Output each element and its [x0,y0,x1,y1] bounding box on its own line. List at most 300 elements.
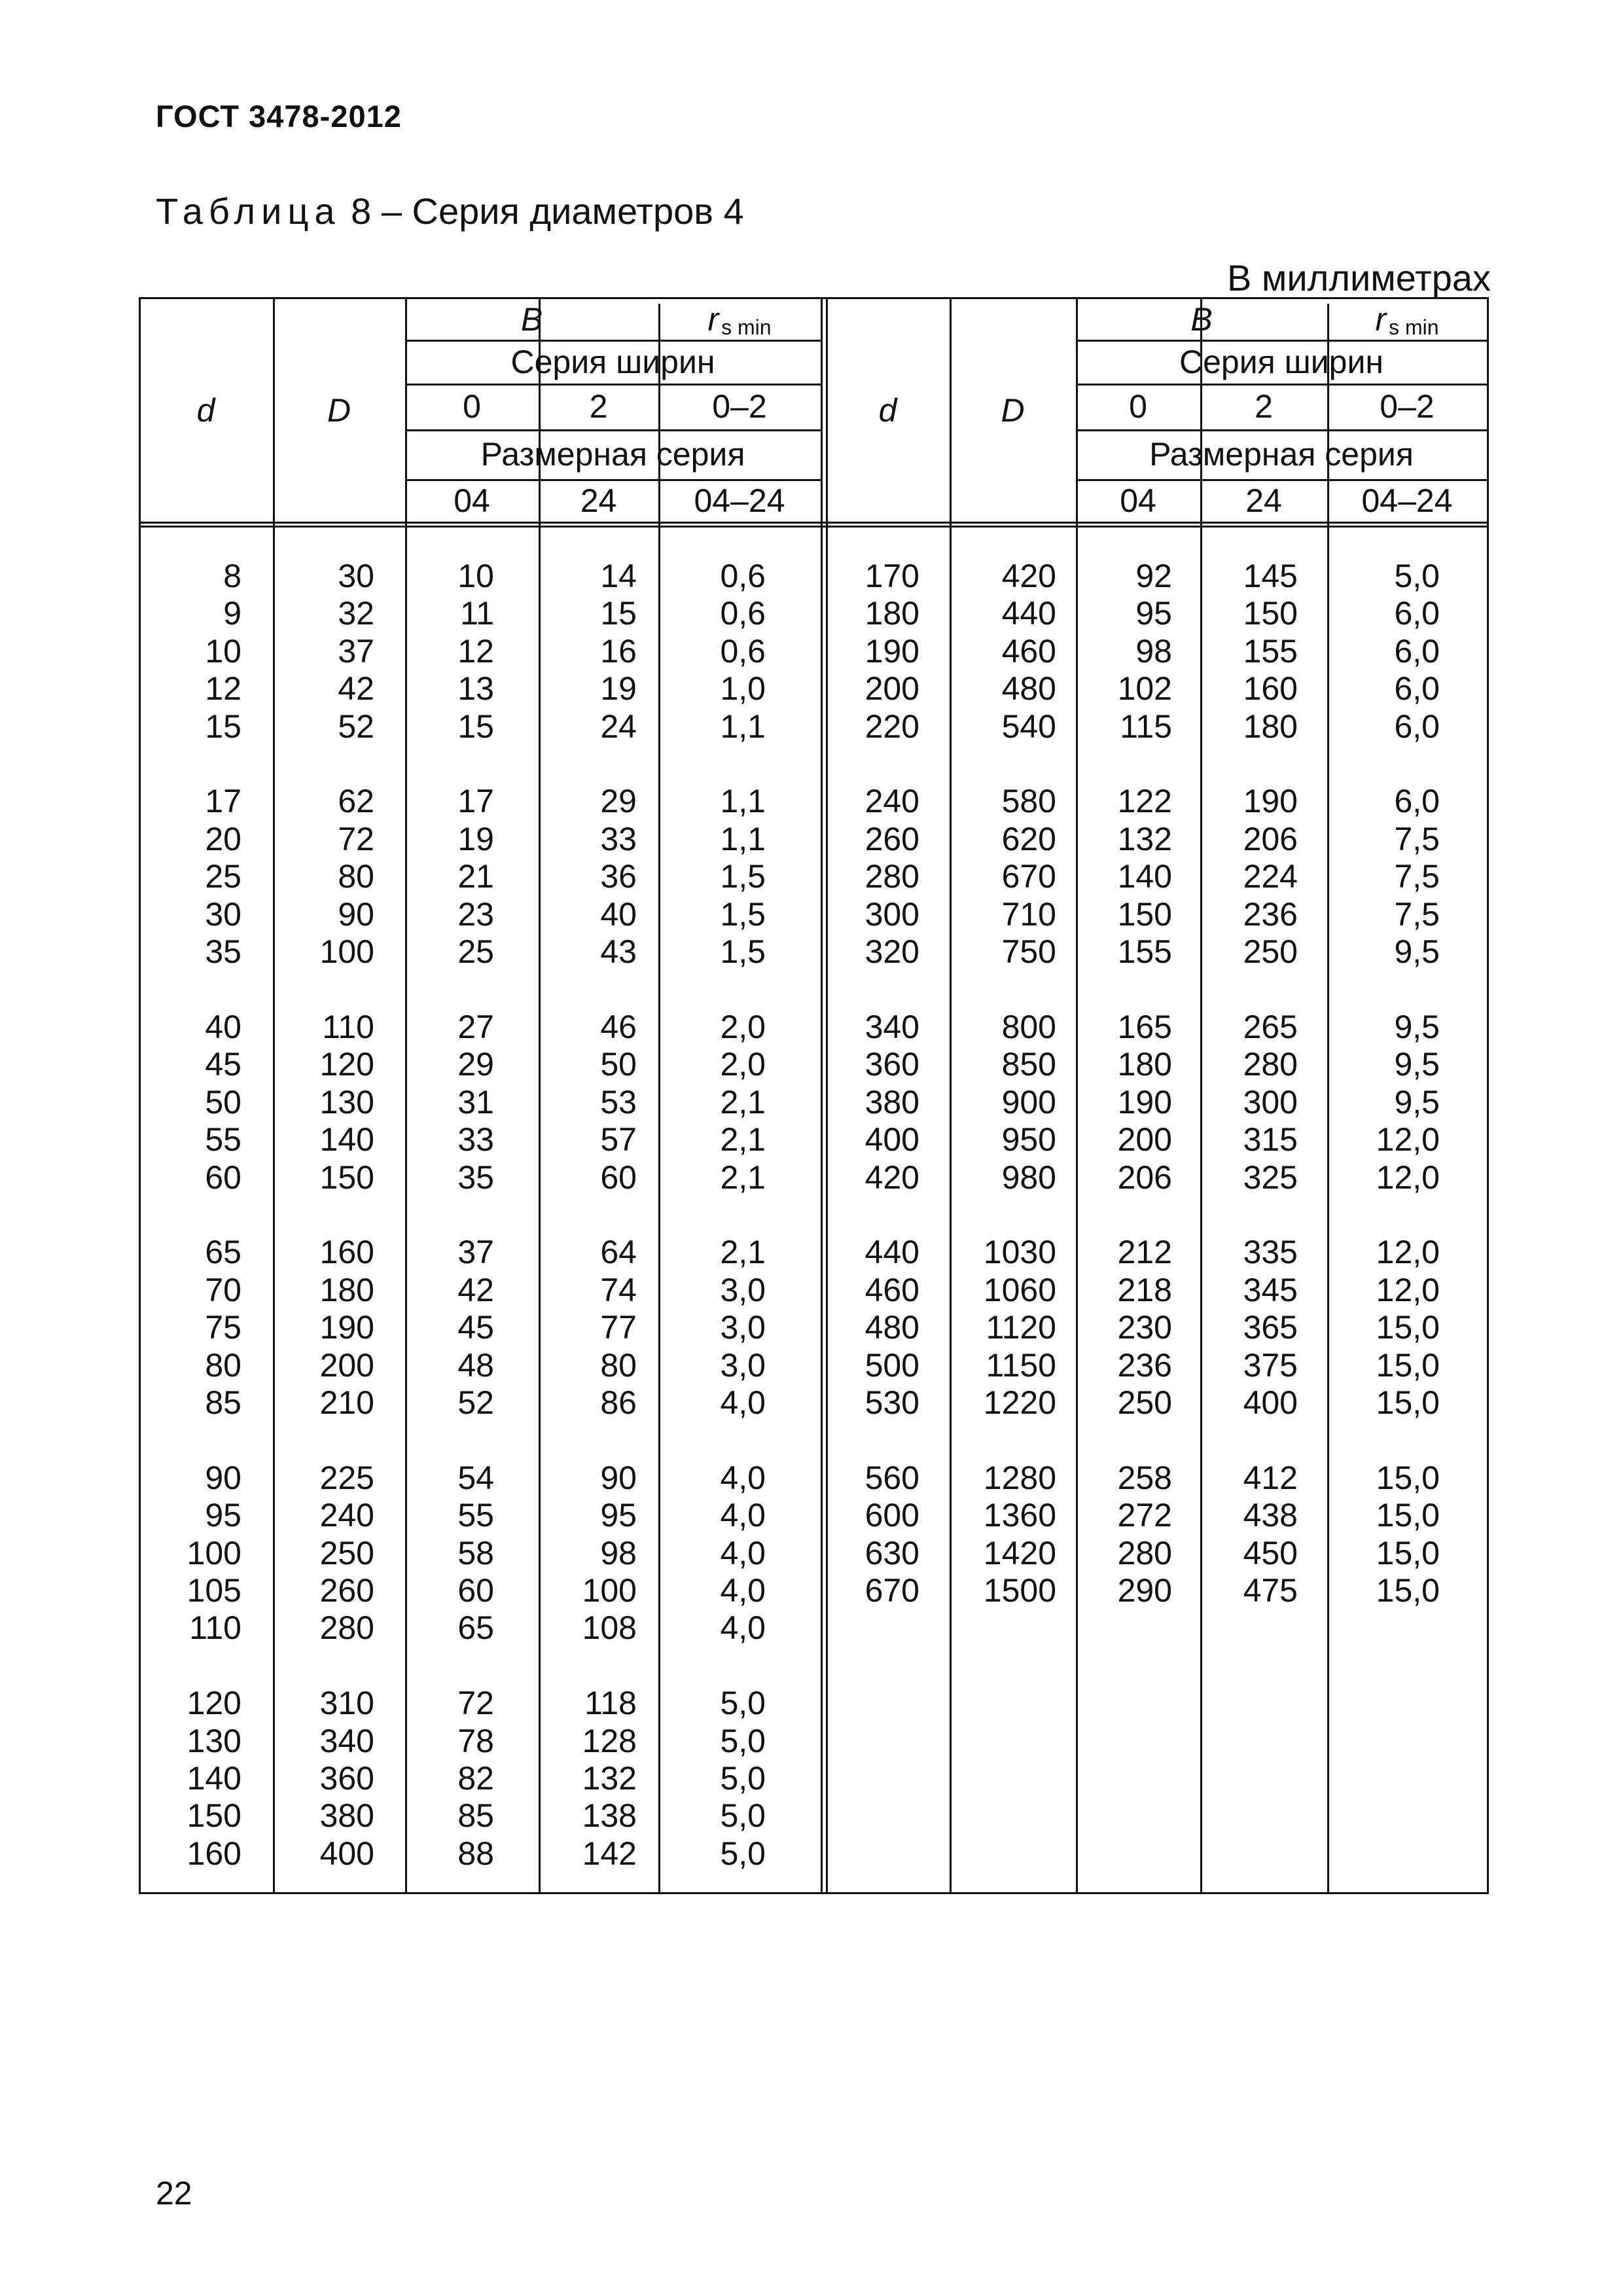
table-cell: 15 [457,708,494,745]
table-cell [826,745,919,783]
table-cell: 1,1 [720,820,766,857]
table-cell [1327,745,1440,783]
table-cell: 2,1 [720,1121,766,1158]
table-cell: 560 [865,1459,919,1496]
table-cell: 15,0 [1376,1497,1440,1534]
table-cell: 10 [457,558,494,594]
table-cell: 225 [319,1459,374,1496]
table-cell: 15,0 [1376,1346,1440,1384]
table-cell: 16 [600,632,637,670]
table-cell [273,971,374,1008]
table-cell: 150 [319,1158,374,1196]
table-cell: 130 [187,1722,241,1759]
table-cell: 7,5 [1394,858,1440,895]
table-cell: 52 [338,708,374,745]
table-cell: 5,0 [720,1722,766,1759]
header-width-series: Серия ширин [510,343,715,380]
table-cell [1327,971,1440,1008]
table-cell: 132 [1117,820,1172,857]
table-cell: 30 [338,558,374,594]
table-cell: 80 [205,1346,241,1384]
table-cell: 980 [1001,1158,1056,1196]
table-cell [139,745,241,783]
table-cell [1200,971,1298,1008]
table-cell: 35 [205,933,241,971]
table-cell: 460 [1001,632,1056,670]
table-cell: 6,0 [1394,595,1440,632]
header-r-subscript: s min [1389,315,1439,339]
table-cell: 280 [1117,1534,1172,1571]
table-cell: 272 [1117,1497,1172,1534]
table-cell: 475 [1243,1571,1298,1609]
table-cell: 1,0 [720,670,766,708]
table-cell: 340 [319,1722,374,1759]
header-r-right [1327,299,1487,340]
header-dim-04-right: 04 [1120,482,1156,519]
table-cell: 710 [1001,895,1056,933]
table-cell: 13 [457,670,494,708]
table-cell: 19 [457,820,494,857]
table-cell: 9,5 [1394,933,1440,971]
table-cell: 300 [1243,1083,1298,1121]
table-cell: 530 [865,1384,919,1421]
table-cell: 54 [457,1459,494,1496]
table-cell: 130 [319,1083,374,1121]
table-cell [1200,745,1298,783]
table-cell: 15,0 [1376,1459,1440,1496]
table-rule [139,522,1489,524]
table-cell: 15 [600,595,637,632]
table-cell: 420 [1001,558,1056,594]
table-cell: 17 [205,783,241,820]
table-cell: 55 [457,1497,494,1534]
table-cell: 1,5 [720,933,766,971]
header-dim-04-24: 04–24 [694,482,785,519]
table-cell: 98 [600,1534,637,1571]
table-cell: 1,1 [720,708,766,745]
table-cell: 1,1 [720,783,766,820]
column-D [273,558,374,1873]
table-cell: 900 [1001,1083,1056,1121]
table-cell: 122 [1117,783,1172,820]
table-cell: 36 [600,858,637,895]
table-cell: 15,0 [1376,1534,1440,1571]
table-cell: 86 [600,1384,637,1421]
table-caption [156,190,744,232]
table-cell: 120 [187,1685,241,1722]
table-cell: 750 [1001,933,1056,971]
table-cell: 19 [600,670,637,708]
table-cell [273,1196,374,1234]
table-cell: 118 [584,1685,637,1722]
table-cell: 230 [1117,1309,1172,1346]
table-cell: 92 [1135,558,1172,594]
table-cell [1200,1422,1298,1459]
table-cell: 15,0 [1376,1309,1440,1346]
table-cell: 335 [1243,1234,1298,1271]
table-cell: 440 [1001,595,1056,632]
table-cell: 460 [865,1271,919,1308]
table-cell: 280 [1243,1046,1298,1083]
table-cell: 12,0 [1376,1121,1440,1158]
table-cell [273,745,374,783]
table-cell: 60 [457,1571,494,1609]
table-cell: 155 [1243,632,1298,670]
table-cell: 400 [319,1835,374,1872]
column-d-right [826,558,919,1609]
table-cell: 23 [457,895,494,933]
table-cell: 400 [1243,1384,1298,1421]
table-cell: 850 [1001,1046,1056,1083]
table-cell: 0,6 [720,595,766,632]
table-cell: 74 [600,1271,637,1308]
table-cell: 1120 [986,1309,1056,1346]
table-cell: 2,0 [720,1008,766,1045]
table-cell: 315 [1243,1121,1298,1158]
table-cell [139,1422,241,1459]
table-cell: 62 [338,783,374,820]
table-cell: 450 [1243,1534,1298,1571]
table-cell: 7,5 [1394,820,1440,857]
table-cell: 260 [865,820,919,857]
column-B-04 [405,558,494,1873]
table-cell: 17 [457,783,494,820]
table-cell: 1500 [983,1571,1056,1609]
header-r-subscript: s min [721,315,772,339]
table-cell: 145 [1243,558,1298,594]
table-cell: 42 [338,670,374,708]
table-cell: 15,0 [1376,1571,1440,1609]
table-cell: 4,0 [720,1384,766,1421]
table-cell: 40 [205,1008,241,1045]
table-cell: 380 [865,1083,919,1121]
table-cell: 15,0 [1376,1384,1440,1421]
table-cell: 7,5 [1394,895,1440,933]
table-cell: 360 [865,1046,919,1083]
table-cell: 1,5 [720,895,766,933]
table-cell: 14 [600,558,637,594]
table-cell: 33 [600,820,637,857]
table-cell: 480 [1001,670,1056,708]
table-cell: 345 [1243,1271,1298,1308]
table-cell: 12,0 [1376,1271,1440,1308]
table-rule [139,526,1489,528]
table-cell: 11 [460,595,494,632]
table-cell [826,971,919,1008]
table-cell: 165 [1117,1008,1172,1045]
table-cell: 6,0 [1394,632,1440,670]
table-cell: 412 [1243,1459,1298,1496]
header-dimension-series: Размерная серия [480,436,745,473]
table-cell: 60 [600,1158,637,1196]
table-rule [821,297,823,1894]
table-cell [405,1422,494,1459]
standard-code: ГОСТ 3478-2012 [156,99,402,134]
column-B-24-right [1200,558,1298,1609]
table-cell [539,971,637,1008]
table-cell: 90 [338,895,374,933]
table-cell: 45 [205,1046,241,1083]
table-cell: 190 [1117,1083,1172,1121]
table-cell [1076,1422,1172,1459]
table-cell: 375 [1243,1346,1298,1384]
table-cell: 37 [457,1234,494,1271]
table-cell: 1280 [983,1459,1056,1496]
header-d: d [196,392,215,429]
table-cell: 2,1 [720,1083,766,1121]
table-cell: 140 [319,1121,374,1158]
table-cell: 100 [582,1571,637,1609]
table-cell [950,1422,1056,1459]
table-cell: 1,5 [720,858,766,895]
table-cell: 88 [457,1835,494,1872]
table-cell [826,1196,919,1234]
table-cell: 12 [205,670,241,708]
table-cell: 180 [865,595,919,632]
table-cell: 258 [1117,1459,1172,1496]
table-cell: 0,6 [720,632,766,670]
header-d-right: d [878,392,897,429]
table-cell: 240 [319,1497,374,1534]
table-cell [658,1196,766,1234]
column-r [658,558,766,1873]
table-cell: 27 [457,1008,494,1045]
table-cell: 200 [319,1346,374,1384]
table-cell: 142 [582,1835,637,1872]
header-width-series-right: Серия ширин [1179,343,1383,380]
header-D-right: D [1001,392,1025,429]
table-cell: 12,0 [1376,1158,1440,1196]
table-cell: 30 [205,895,241,933]
table-cell: 100 [187,1534,241,1571]
table-cell: 90 [205,1459,241,1496]
table-cell: 6,0 [1394,670,1440,708]
table-cell: 55 [205,1121,241,1158]
table-cell: 9,5 [1394,1046,1440,1083]
table-cell: 2,1 [720,1158,766,1196]
table-cell: 5,0 [720,1797,766,1835]
table-cell: 52 [457,1384,494,1421]
table-cell: 212 [1117,1234,1172,1271]
table-cell: 218 [1117,1271,1172,1308]
table-cell: 128 [582,1722,637,1759]
table-cell: 1220 [983,1384,1056,1421]
table-cell: 25 [457,933,494,971]
header-width-0-2: 0–2 [712,388,767,425]
header-dim-24-right: 24 [1245,482,1282,519]
table-cell [405,1647,494,1685]
table-cell: 50 [205,1083,241,1121]
table-cell: 220 [865,708,919,745]
table-cell: 280 [865,858,919,895]
header-width-2: 2 [589,388,608,425]
table-cell [826,1422,919,1459]
table-cell: 9 [223,595,241,632]
table-cell: 190 [319,1309,374,1346]
table-cell: 29 [457,1046,494,1083]
table-cell: 600 [865,1497,919,1534]
column-r-right [1327,558,1440,1609]
table-cell: 25 [205,858,241,895]
header-r [658,299,821,340]
table-cell [658,745,766,783]
table-cell: 250 [319,1534,374,1571]
header-dim-24: 24 [580,482,617,519]
table-cell: 31 [457,1083,494,1121]
table-cell: 180 [1243,708,1298,745]
table-cell: 58 [457,1534,494,1571]
table-cell: 1030 [983,1234,1056,1271]
header-width-0-2-right: 0–2 [1380,388,1435,425]
table-cell: 950 [1001,1121,1056,1158]
table-cell: 4,0 [720,1497,766,1534]
table-cell: 160 [1243,670,1298,708]
table-cell: 224 [1243,858,1298,895]
table-cell: 4,0 [720,1609,766,1647]
table-cell: 6,0 [1394,783,1440,820]
table-cell: 40 [600,895,637,933]
table-cell: 3,0 [720,1271,766,1308]
table-cell [950,745,1056,783]
table-cell: 365 [1243,1309,1298,1346]
table-cell [950,1196,1056,1234]
table-cell: 64 [600,1234,637,1271]
table-cell: 43 [600,933,637,971]
table-cell: 12,0 [1376,1234,1440,1271]
table-cell: 190 [865,632,919,670]
table-cell: 170 [865,558,919,594]
table-cell: 670 [865,1571,919,1609]
table-cell: 5,0 [1394,558,1440,594]
table-cell: 630 [865,1534,919,1571]
table-cell: 95 [600,1497,637,1534]
table-cell [539,745,637,783]
table-cell: 160 [319,1234,374,1271]
table-cell: 310 [319,1685,374,1722]
table-cell: 360 [319,1760,374,1797]
units-note: В миллиметрах [1226,257,1491,298]
table-cell [139,1196,241,1234]
table-cell: 500 [865,1346,919,1384]
table-cell [950,971,1056,1008]
table-cell: 50 [600,1046,637,1083]
table-cell: 33 [457,1121,494,1158]
table-cell: 140 [1117,858,1172,895]
table-cell: 670 [1001,858,1056,895]
table-cell: 80 [338,858,374,895]
table-cell: 32 [338,595,374,632]
header-width-2-right: 2 [1255,388,1273,425]
table-cell [273,1647,374,1685]
table-cell: 24 [600,708,637,745]
table-cell: 37 [338,632,374,670]
table-cell: 1420 [983,1534,1056,1571]
header-width-0: 0 [463,388,481,425]
table-cell [139,1647,241,1685]
table-cell: 85 [457,1797,494,1835]
table-cell: 240 [865,783,919,820]
table-cell [1327,1196,1440,1234]
table-cell: 206 [1243,820,1298,857]
table-cell [273,1422,374,1459]
table-cell: 1360 [983,1497,1056,1534]
column-D-right [950,558,1056,1609]
table-cell: 290 [1117,1571,1172,1609]
table-cell: 160 [187,1835,241,1872]
table-cell: 1060 [983,1271,1056,1308]
table-cell: 320 [865,933,919,971]
table-cell: 20 [205,820,241,857]
table-cell: 98 [1135,632,1172,670]
table-cell: 82 [457,1760,494,1797]
table-cell: 85 [205,1384,241,1421]
table-cell: 438 [1243,1497,1298,1534]
table-cell: 77 [600,1309,637,1346]
table-cell: 380 [319,1797,374,1835]
table-cell [1327,1422,1440,1459]
table-cell: 120 [319,1046,374,1083]
table-cell [1076,1196,1172,1234]
table-cell [405,971,494,1008]
table-cell [405,745,494,783]
table-cell [1076,745,1172,783]
table-cell: 29 [600,783,637,820]
header-B-right: B [1190,301,1213,338]
table-cell: 800 [1001,1008,1056,1045]
table-cell: 15 [205,708,241,745]
header-width-0-right: 0 [1129,388,1147,425]
table-cell: 72 [338,820,374,857]
header-r-symbol: r [1375,301,1387,338]
table-cell: 100 [319,933,374,971]
table-cell: 78 [457,1722,494,1759]
table-caption-text: 8 – Серия диаметров 4 [351,190,744,232]
table-cell [139,971,241,1008]
table-cell: 440 [865,1234,919,1271]
table-caption-label: Таблица [156,190,341,232]
table-cell: 6,0 [1394,708,1440,745]
table-cell: 280 [319,1609,374,1647]
table-cell: 200 [1117,1121,1172,1158]
table-cell: 110 [322,1008,374,1045]
table-cell: 21 [457,858,494,895]
table-cell: 265 [1243,1008,1298,1045]
table-cell: 46 [600,1008,637,1045]
table-cell: 150 [1117,895,1172,933]
header-r-symbol: r [707,301,719,338]
table-cell: 180 [1117,1046,1172,1083]
table-cell: 206 [1117,1158,1172,1196]
table-cell: 1150 [986,1346,1056,1384]
table-cell: 80 [600,1346,637,1384]
table-cell: 102 [1117,670,1172,708]
table-cell: 10 [205,632,241,670]
table-cell: 72 [457,1685,494,1722]
table-cell: 53 [600,1083,637,1121]
header-B: B [520,301,543,338]
table-cell [405,1196,494,1234]
table-cell [1200,1196,1298,1234]
table-cell: 132 [582,1760,637,1797]
table-cell: 65 [205,1234,241,1271]
table-cell: 4,0 [720,1571,766,1609]
table-cell: 115 [1120,708,1172,745]
table-cell [658,971,766,1008]
column-B-24 [539,558,637,1873]
table-cell: 2,0 [720,1046,766,1083]
table-cell: 250 [1117,1384,1172,1421]
table-cell: 4,0 [720,1459,766,1496]
